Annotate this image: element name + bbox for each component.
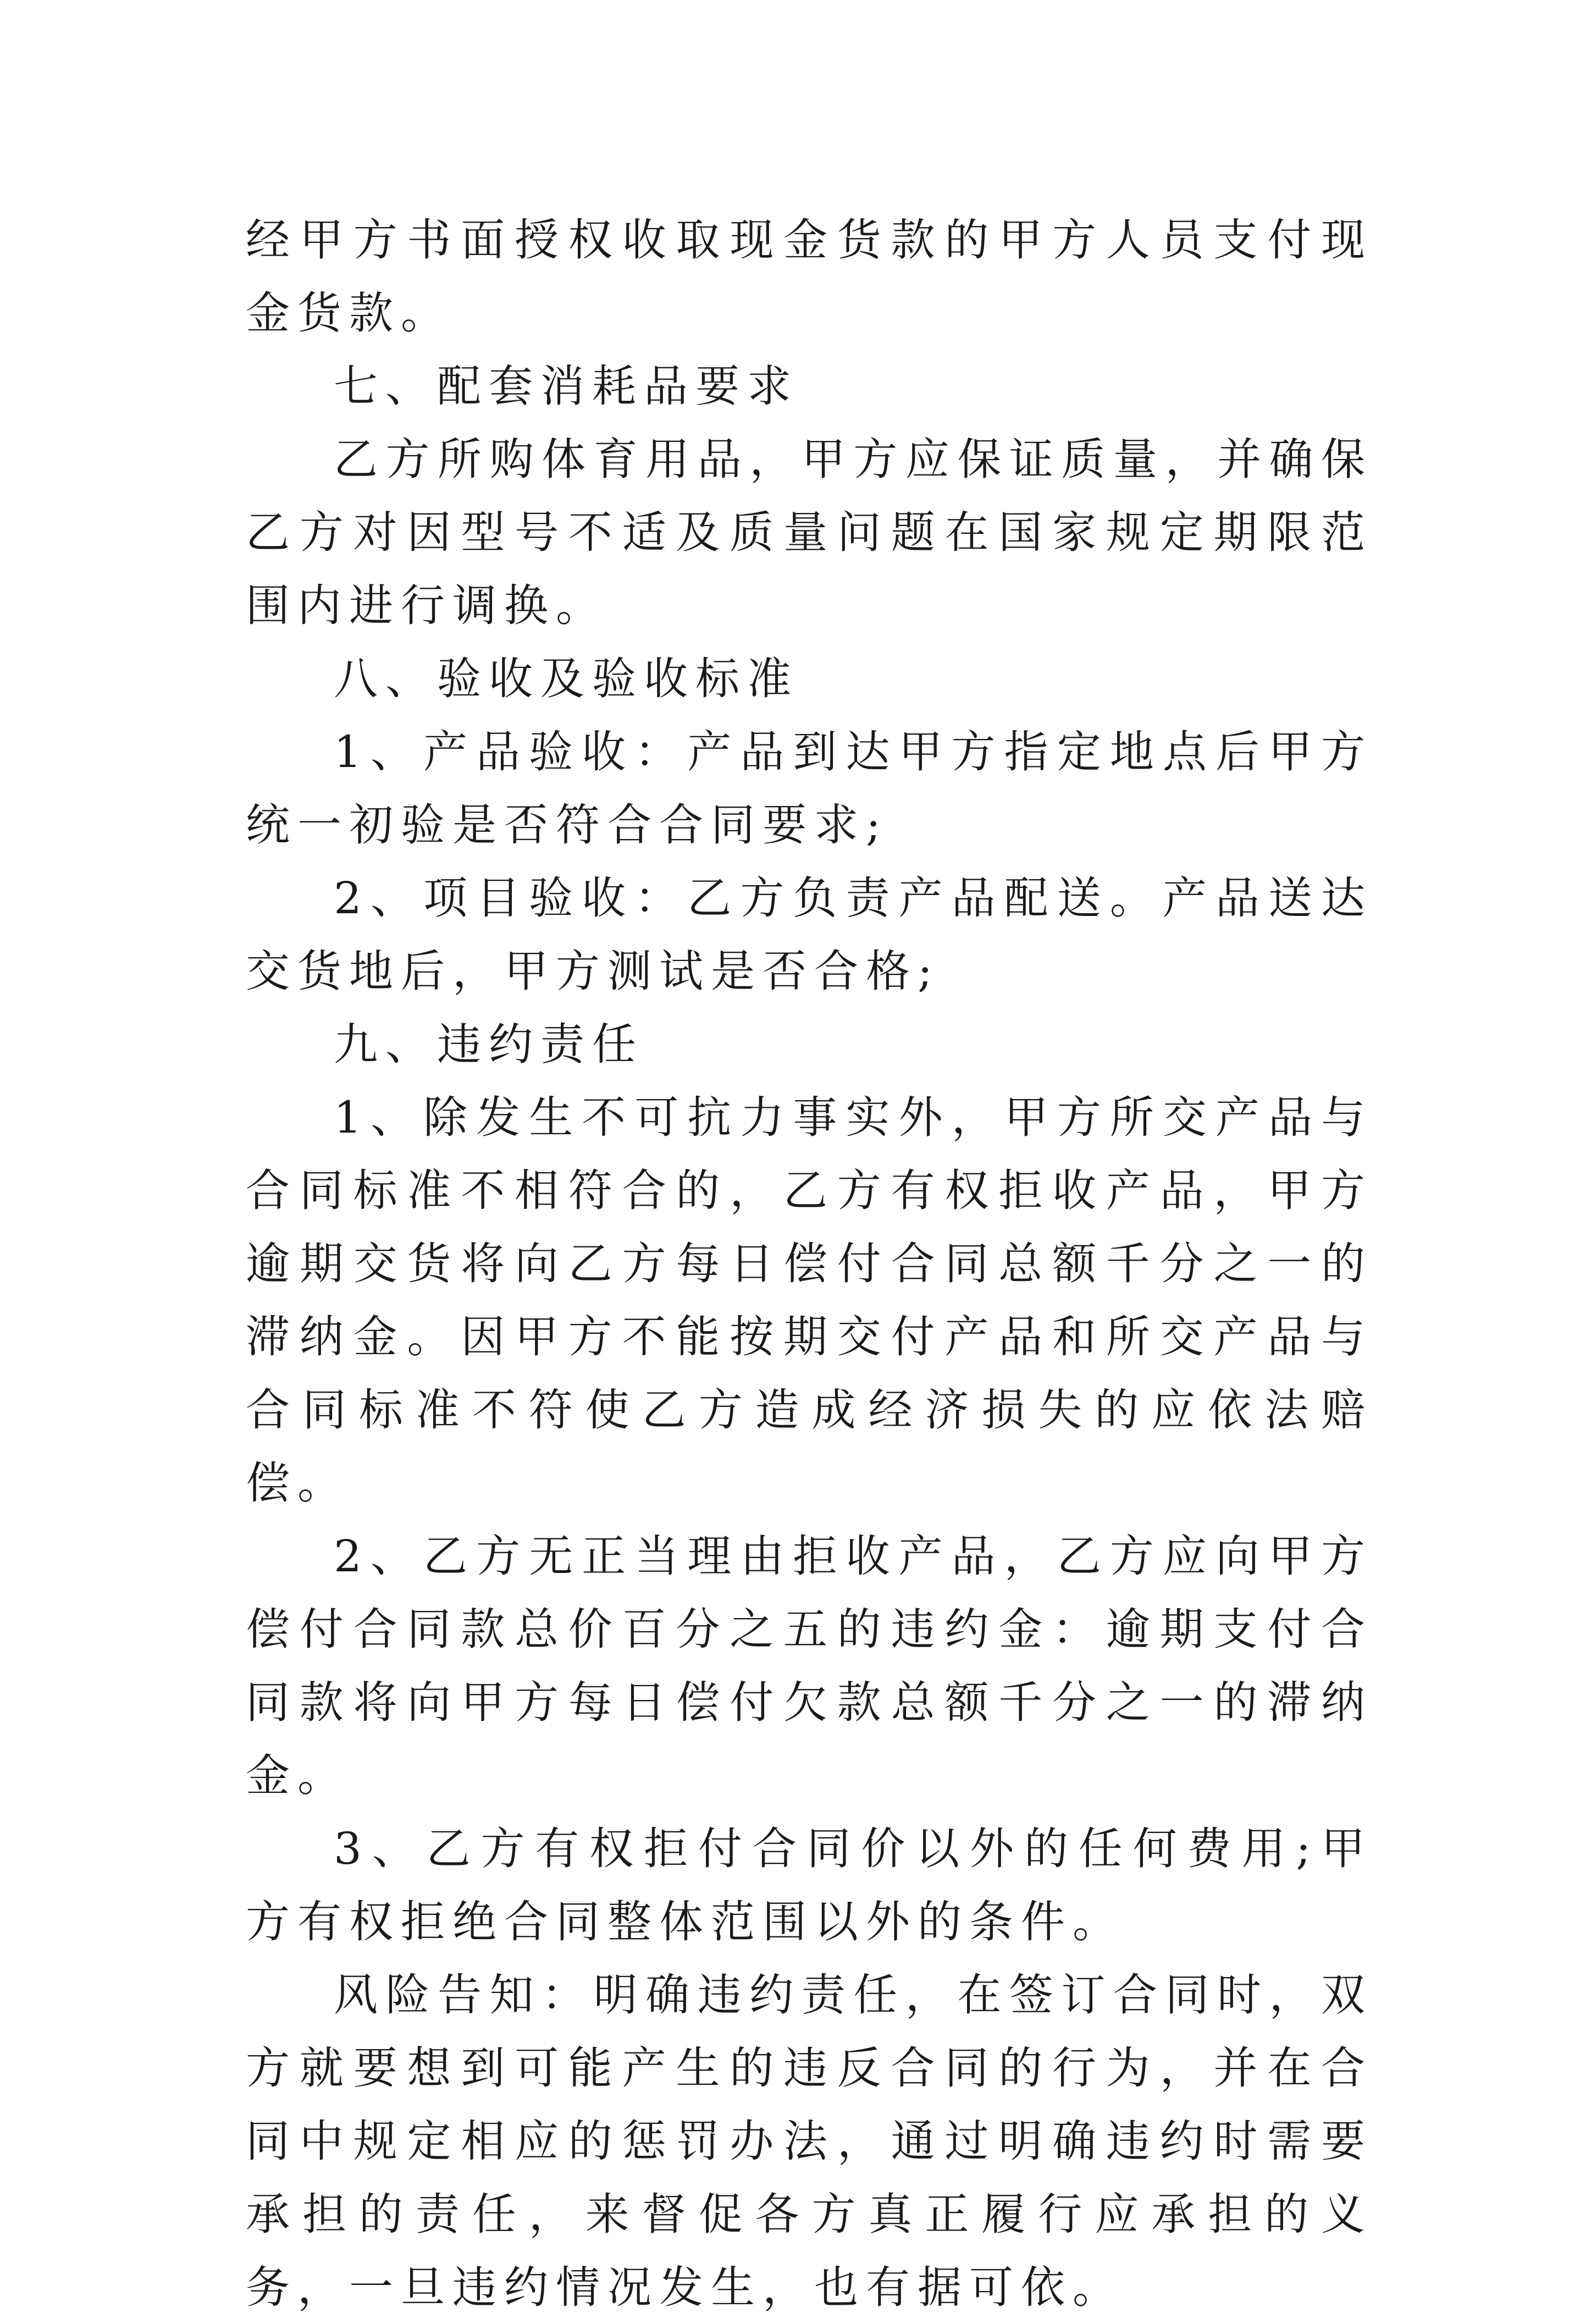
section-heading-consumables: 七、配套消耗品要求 [334,361,799,412]
paragraph-consumables: 乙方所购体育用品，甲方应保证质量，并确保乙方对因型号不适及质量问题在国家规定期限范围内进行调换。 [246,434,1373,631]
section-heading-liability: 九、违约责任 [334,1019,644,1070]
paragraph-project-acceptance: 2、项目验收：乙方负责产品配送。产品送达交货地后，甲方测试是否合格; [246,873,1373,997]
paragraph-liability-3: 3、乙方有权拒付合同价以外的任何费用;甲方有权拒绝合同整体范围以外的条件。 [246,1823,1373,1947]
section-heading-acceptance: 八、验收及验收标准 [334,653,799,704]
paragraph-payment-continuation: 经甲方书面授权收取现金货款的甲方人员支付现金货款。 [246,214,1373,339]
paragraph-risk-notice: 风险告知：明确违约责任，在签订合同时，双方就要想到可能产生的违反合同的行为，并在合同中规定相应的惩罚办法，通过明确违约时需要承担的责任，来督促各方真正履行应承担的义务，一旦违约情况发生，也有据可依。 [246,1969,1373,2313]
paragraph-product-acceptance: 1、产品验收：产品到达甲方指定地点后甲方统一初验是否符合合同要求; [246,726,1373,851]
paragraph-liability-2: 2、乙方无正当理由拒收产品，乙方应向甲方偿付合同款总价百分之五的违约金：逾期支付合同款将向甲方每日偿付欠款总额千分之一的滞纳金。 [246,1531,1373,1801]
document-body [246,203,1373,2324]
paragraph-liability-1: 1、除发生不可抗力事实外，甲方所交产品与合同标准不相符合的，乙方有权拒收产品，甲方逾期交货将向乙方每日偿付合同总额千分之一的滞纳金。因甲方不能按期交付产品和所交产品与合同标准不符使乙方造成经济损失的应依法赔偿。 [246,1092,1373,1509]
